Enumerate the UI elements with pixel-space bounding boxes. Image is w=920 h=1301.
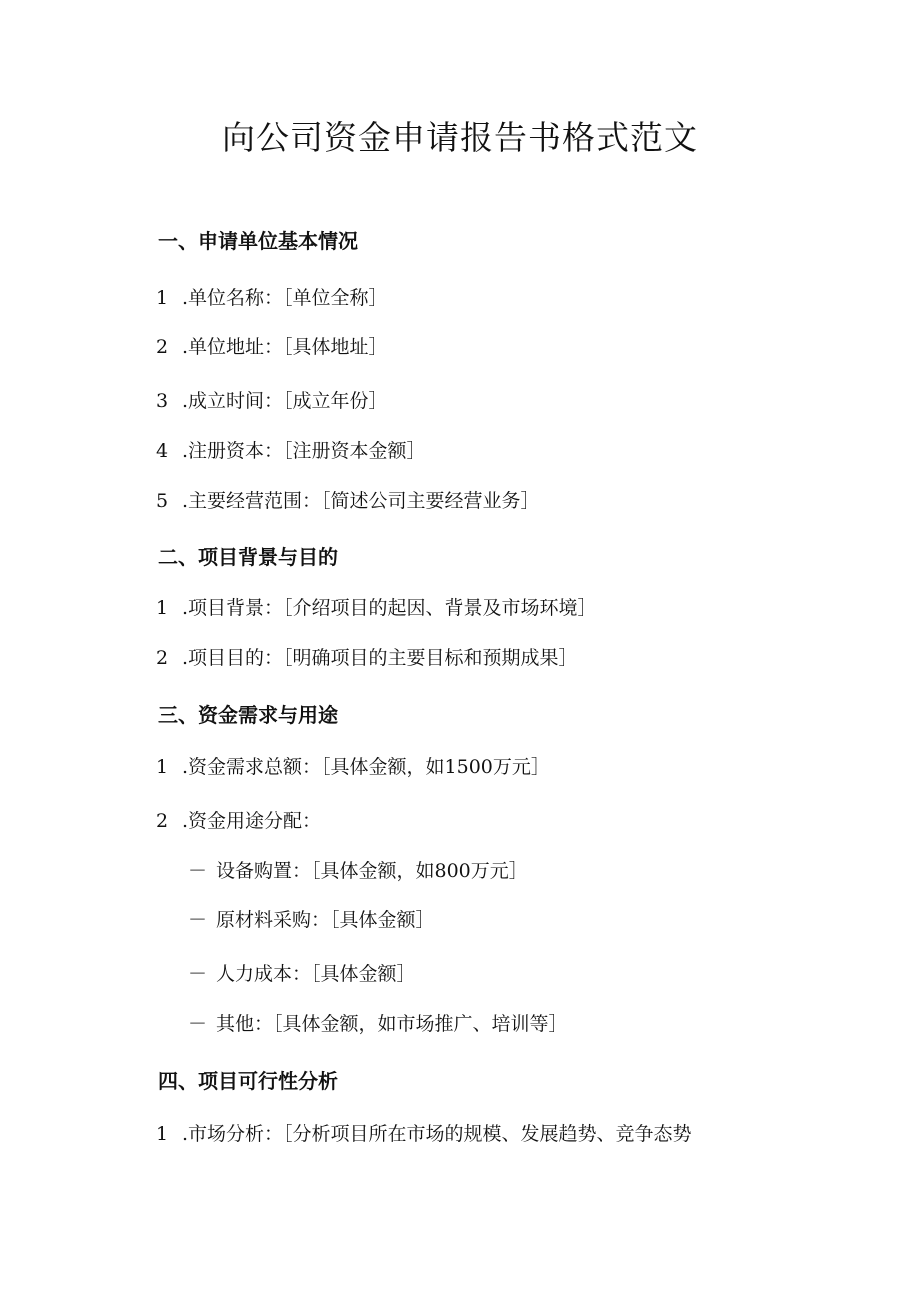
list-item — [156, 1120, 692, 1148]
dash-marker: － — [188, 909, 208, 931]
sub-list-item — [188, 857, 528, 885]
section-heading-2: 二、项目背景与目的 — [158, 545, 338, 569]
item-number: 1 — [156, 597, 169, 619]
item-number: 1 — [156, 756, 169, 778]
item-text: .项目目的：［明确项目的主要目标和预期成果］ — [182, 647, 578, 669]
dash-marker: － — [188, 963, 208, 985]
list-item — [156, 753, 550, 781]
item-text: .成立时间：［成立年份］ — [182, 390, 388, 412]
item-text: .主要经营范围：［简述公司主要经营业务］ — [182, 490, 540, 512]
section-heading-1: 一、申请单位基本情况 — [158, 229, 358, 253]
list-item — [156, 437, 426, 465]
section-heading-3: 三、资金需求与用途 — [158, 703, 338, 727]
list-item — [156, 487, 540, 515]
item-text: .项目背景：［介绍项目的起因、背景及市场环境］ — [182, 597, 597, 619]
sub-list-item — [188, 1010, 568, 1038]
item-text: .单位名称：［单位全称］ — [182, 287, 388, 309]
dash-marker: － — [188, 860, 208, 882]
sub-item-text: 人力成本：［具体金额］ — [216, 963, 416, 985]
item-number: 4 — [156, 440, 169, 462]
item-number: 2 — [156, 647, 169, 669]
list-item — [156, 333, 388, 361]
item-text: .资金用途分配： — [182, 810, 322, 832]
sub-item-text: 其他：［具体金额，如市场推广、培训等］ — [216, 1013, 568, 1035]
section-heading-4: 四、项目可行性分析 — [158, 1069, 338, 1093]
item-number: 2 — [156, 336, 169, 358]
list-item — [156, 387, 388, 415]
item-number: 5 — [156, 490, 169, 512]
item-text: .市场分析：［分析项目所在市场的规模、发展趋势、竞争态势 — [182, 1123, 692, 1145]
item-text: .单位地址：［具体地址］ — [182, 336, 388, 358]
item-number: 3 — [156, 390, 169, 412]
sub-list-item — [188, 960, 416, 988]
sub-list-item — [188, 906, 435, 934]
item-text: .注册资本：［注册资本金额］ — [182, 440, 426, 462]
item-text: .资金需求总额：［具体金额，如1500万元］ — [182, 756, 550, 778]
item-number: 1 — [156, 287, 169, 309]
document-title: 向公司资金申请报告书格式范文 — [222, 118, 698, 157]
dash-marker: － — [188, 1013, 208, 1035]
sub-item-text: 设备购置：［具体金额，如800万元］ — [216, 860, 528, 882]
item-number: 1 — [156, 1123, 169, 1145]
list-item — [156, 807, 321, 835]
item-number: 2 — [156, 810, 169, 832]
sub-item-text: 原材料采购：［具体金额］ — [216, 909, 435, 931]
list-item — [156, 644, 578, 672]
list-item — [156, 284, 388, 312]
list-item — [156, 594, 597, 622]
